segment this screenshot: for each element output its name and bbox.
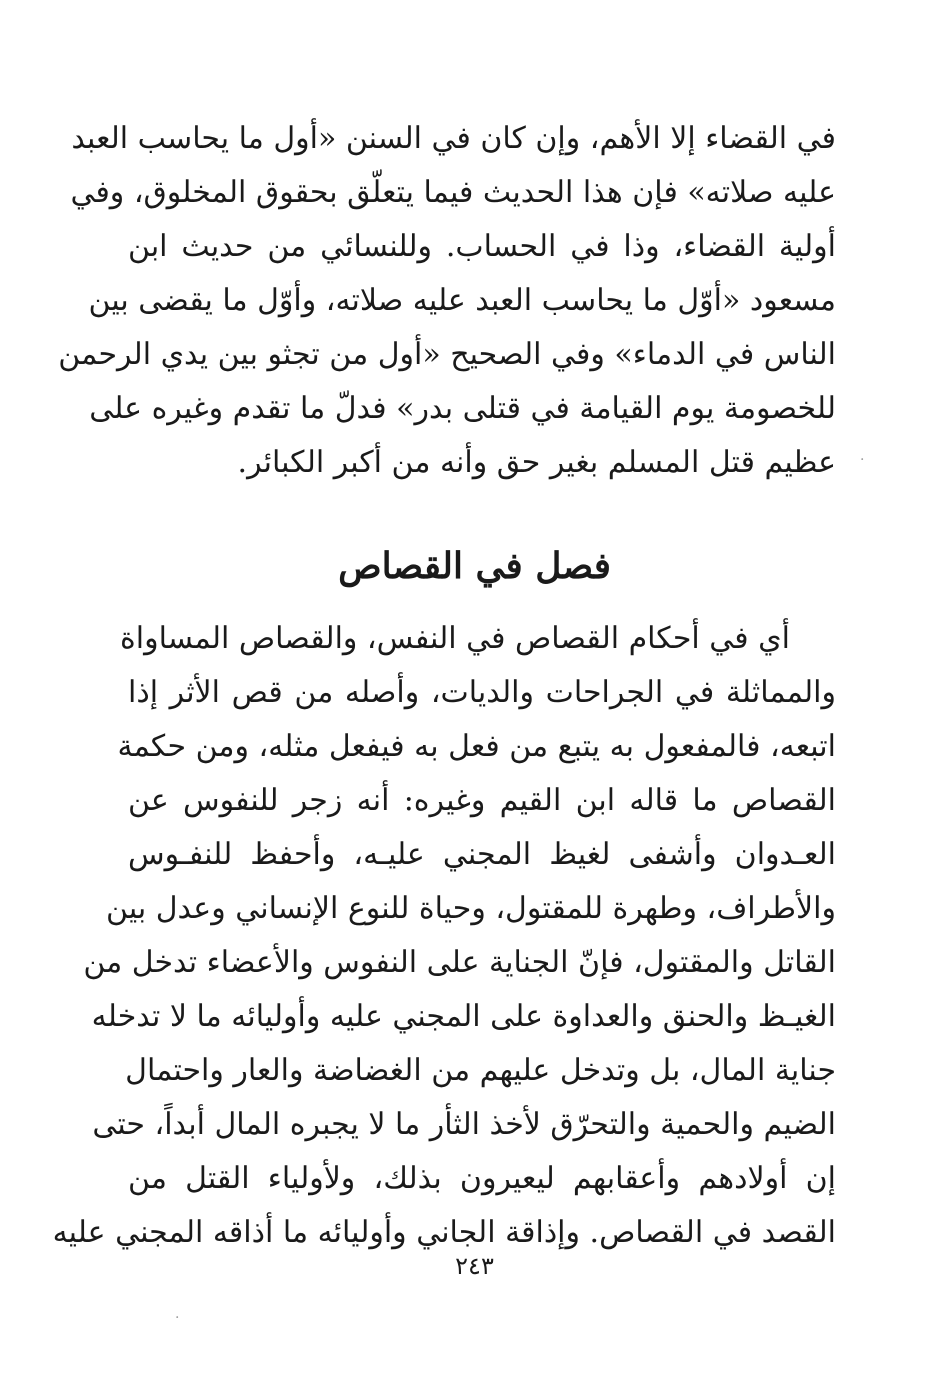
text-line: القصد في القصاص. وإذاقة الجاني وأوليائه ما أذاقه المجني عليه: [52, 1215, 836, 1250]
page-number: ٢٤٣: [455, 1252, 494, 1280]
text-line: والمماثلة في الجراحات والديات، وأصله من قص الأثر إذا: [128, 675, 836, 710]
text-line: والأطراف، وطهرة للمقتول، وحياة للنوع الإنساني وعدل بين: [105, 891, 836, 926]
text-line: الضيم والحمية والتحرّق لأخذ الثأر ما لا يجبره المال أبداً، حتى: [92, 1107, 836, 1142]
text-line: مسعود «أوّل ما يحاسب العبد عليه صلاته، وأوّل ما يقضى بين: [88, 283, 836, 318]
scan-speck: ·: [860, 452, 865, 468]
text-line: عليه صلاته» فإن هذا الحديث فيما يتعلّق بحقوق المخلوق، وفي: [70, 175, 836, 210]
text-line: اتبعه، فالمفعول به يتبع من فعل به فيفعل مثله، ومن حكمة: [117, 729, 836, 764]
text-line: جناية المال، بل وتدخل عليهم من الغضاضة والعار واحتمال: [125, 1053, 836, 1088]
text-line: أي في أحكام القصاص في النفس، والقصاص المساواة: [120, 621, 790, 656]
text-line: في القضاء إلا الأهم، وإن كان في السنن «أول ما يحاسب العبد: [71, 121, 836, 156]
text-line: القصاص ما قاله ابن القيم وغيره: أنه زجر للنفوس عن: [128, 783, 836, 818]
section-heading: فصل في القصاص: [338, 545, 611, 587]
text-line: العـدوان وأشفى لغيظ المجني عليـه، وأحفظ للنفـوس: [128, 837, 836, 872]
scan-speck: ·: [175, 1310, 180, 1326]
paragraph-2: [52, 612, 836, 1260]
text-line: القاتل والمقتول، فإنّ الجناية على النفوس والأعضاء تدخل من: [83, 945, 836, 980]
text-line: الناس في الدماء» وفي الصحيح «أول من تجثو بين يدي الرحمن: [58, 337, 836, 372]
paragraph-1: [58, 112, 836, 490]
text-line: للخصومة يوم القيامة في قتلى بدر» فدلّ ما تقدم وغيره على: [89, 391, 836, 426]
text-line: عظيم قتل المسلم بغير حق وأنه من أكبر الكبائر.: [237, 445, 836, 480]
text-line: الغيـظ والحنق والعداوة على المجني عليه وأوليائه ما لا تدخله: [91, 999, 836, 1034]
text-line: أولية القضاء، وذا في الحساب. وللنسائي من حديث ابن: [128, 229, 836, 264]
text-line: إن أولادهم وأعقابهم ليعيرون بذلك، ولأولياء القتل من: [128, 1161, 836, 1196]
